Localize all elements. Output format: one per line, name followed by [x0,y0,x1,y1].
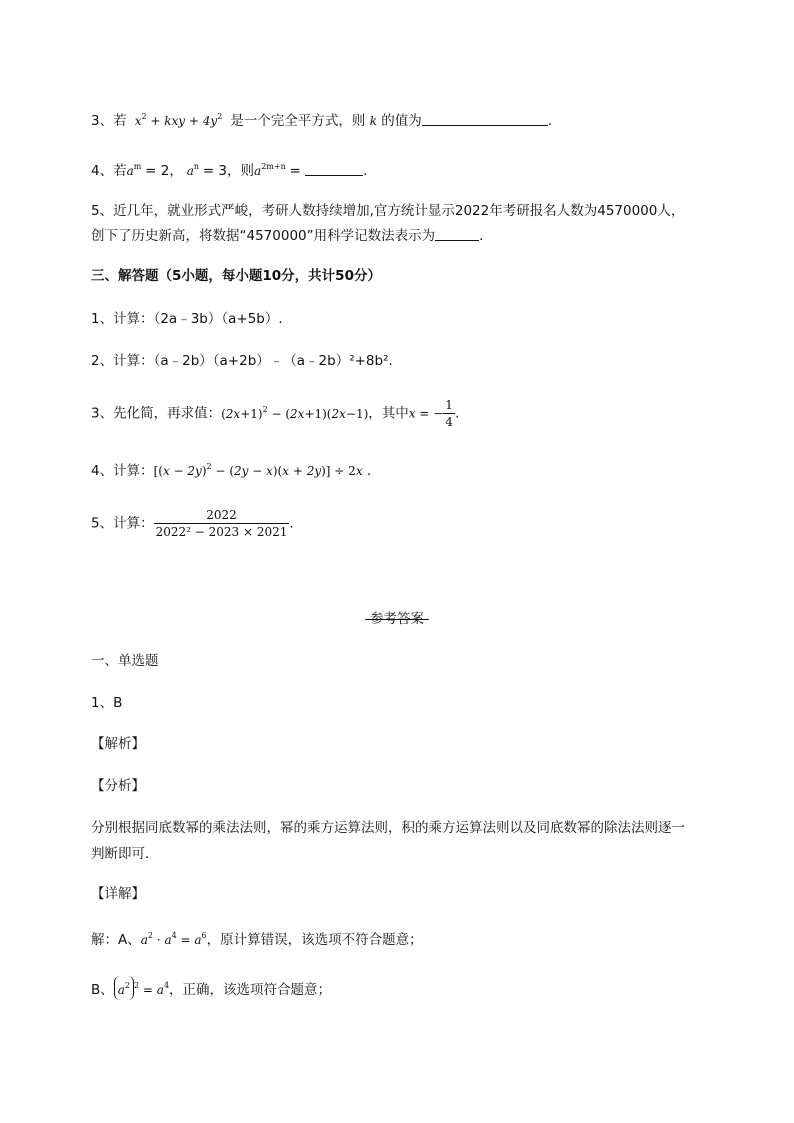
p2-label: 2、计算： [91,353,154,369]
q3-answer-blank [422,112,548,126]
q4-expr-an: $a^n$ [182,162,199,178]
p1-expression: （2a﹣3b）（a+5b）. [153,311,283,327]
solution-a [91,926,423,950]
q4-eq1: = 2， [145,163,183,179]
q5-answer-blank [435,227,479,241]
sol-a-expression: $a^2 \cdot a^4 = a^6$ [140,931,207,947]
problem-3 [91,397,459,430]
p5-end: . [289,515,294,532]
jiexi-label: 【解析】 [91,736,145,752]
section-3-title: 三、解答题（5小题，每小题10分，共计50分） [91,268,381,284]
sol-a-label: 解：A、 [91,932,141,948]
p3-label: 3、先化简，再求值： [91,405,222,422]
p4-end: . [366,463,372,479]
answer-heading-row [0,607,794,627]
q3-number: 3、若 [91,113,127,129]
problem-2 [91,351,393,371]
problem-5 [91,507,294,540]
p5-frac-den: 2022² − 2023 × 2021 [155,525,288,539]
p1-label: 1、计算： [91,311,154,327]
p4-expression: $[(x - 2y)^2 - (2y - x)(x + 2y)] \div 2x$ [153,462,363,478]
q4-end: . [363,163,368,179]
q4-number: 4、若 [91,163,127,179]
p3-fraction [443,397,455,430]
answer-1: 1、B [91,695,123,711]
sol-a-text: ，原计算错误，该选项不符合题意； [206,932,423,948]
question-5-line-1: 5、近几年，就业形式严峻，考研人数持续增加,官方统计显示2022年考研报名人数为4570000人， [91,203,685,219]
question-3 [91,107,552,131]
q5-end: . [479,228,484,244]
fenxi-label: 【分析】 [91,778,145,794]
q3-expression: $x^2$ + kxy + $4y^2$ [130,112,223,128]
q4-expr-a2mn: $a^{2m+n}$ [254,162,286,178]
p3-frac-num: 1 [445,398,453,412]
p3-expression: $(2x+1)^2 - (2x+1)(2x-1)$ [221,404,369,421]
sol-b-label: B、 [91,982,114,998]
q4-expr-am: $a^m$ [126,162,142,178]
analysis-line-1: 分别根据同底数幂的乘法法则，幂的乘方运算法则，积的乘方运算法则以及同底数幂的除法法则逐一 [91,820,685,836]
p3-x-value: x = − [408,406,444,421]
q3-tail: 的值为 [381,113,422,129]
p5-frac-num: 2022 [154,507,290,524]
q4-eq2: = 3，则 [202,163,255,179]
q3-end: . [547,113,553,129]
sol-b-text: ，正确，该选项符合题意； [169,982,332,998]
p4-label: 4、计算： [91,463,154,479]
p3-end: . [454,405,460,422]
p2-expression: （a﹣2b）（a+2b）﹣（a﹣2b）²+8b². [153,353,393,369]
q4-eq3: = [289,163,301,179]
analysis-line-2: 判断即可． [91,846,159,862]
problem-1 [91,309,283,329]
solution-b [91,976,331,1000]
q4-answer-blank [305,162,363,176]
q3-variable: k [369,114,377,128]
section-1-heading: 一、单选题 [91,653,159,669]
problem-4 [91,457,371,481]
q3-text: 是一个完全平方式，则 [230,113,366,129]
xiangjie-label: 【详解】 [91,886,145,902]
p3-mid: ，其中 [368,405,409,422]
question-5-line-2 [91,226,483,246]
answer-heading: -参考答案- [365,611,429,627]
p5-label: 5、计算： [91,515,154,532]
sol-b-expression: $a^2$ $^2 = a^4$ [114,983,169,997]
p5-fraction [154,507,290,540]
question-4 [91,157,367,181]
p3-frac-den: 4 [445,415,453,429]
q5-line2-text: 创下了历史新高，将数据“4570000”用科学记数法表示为 [91,228,436,244]
